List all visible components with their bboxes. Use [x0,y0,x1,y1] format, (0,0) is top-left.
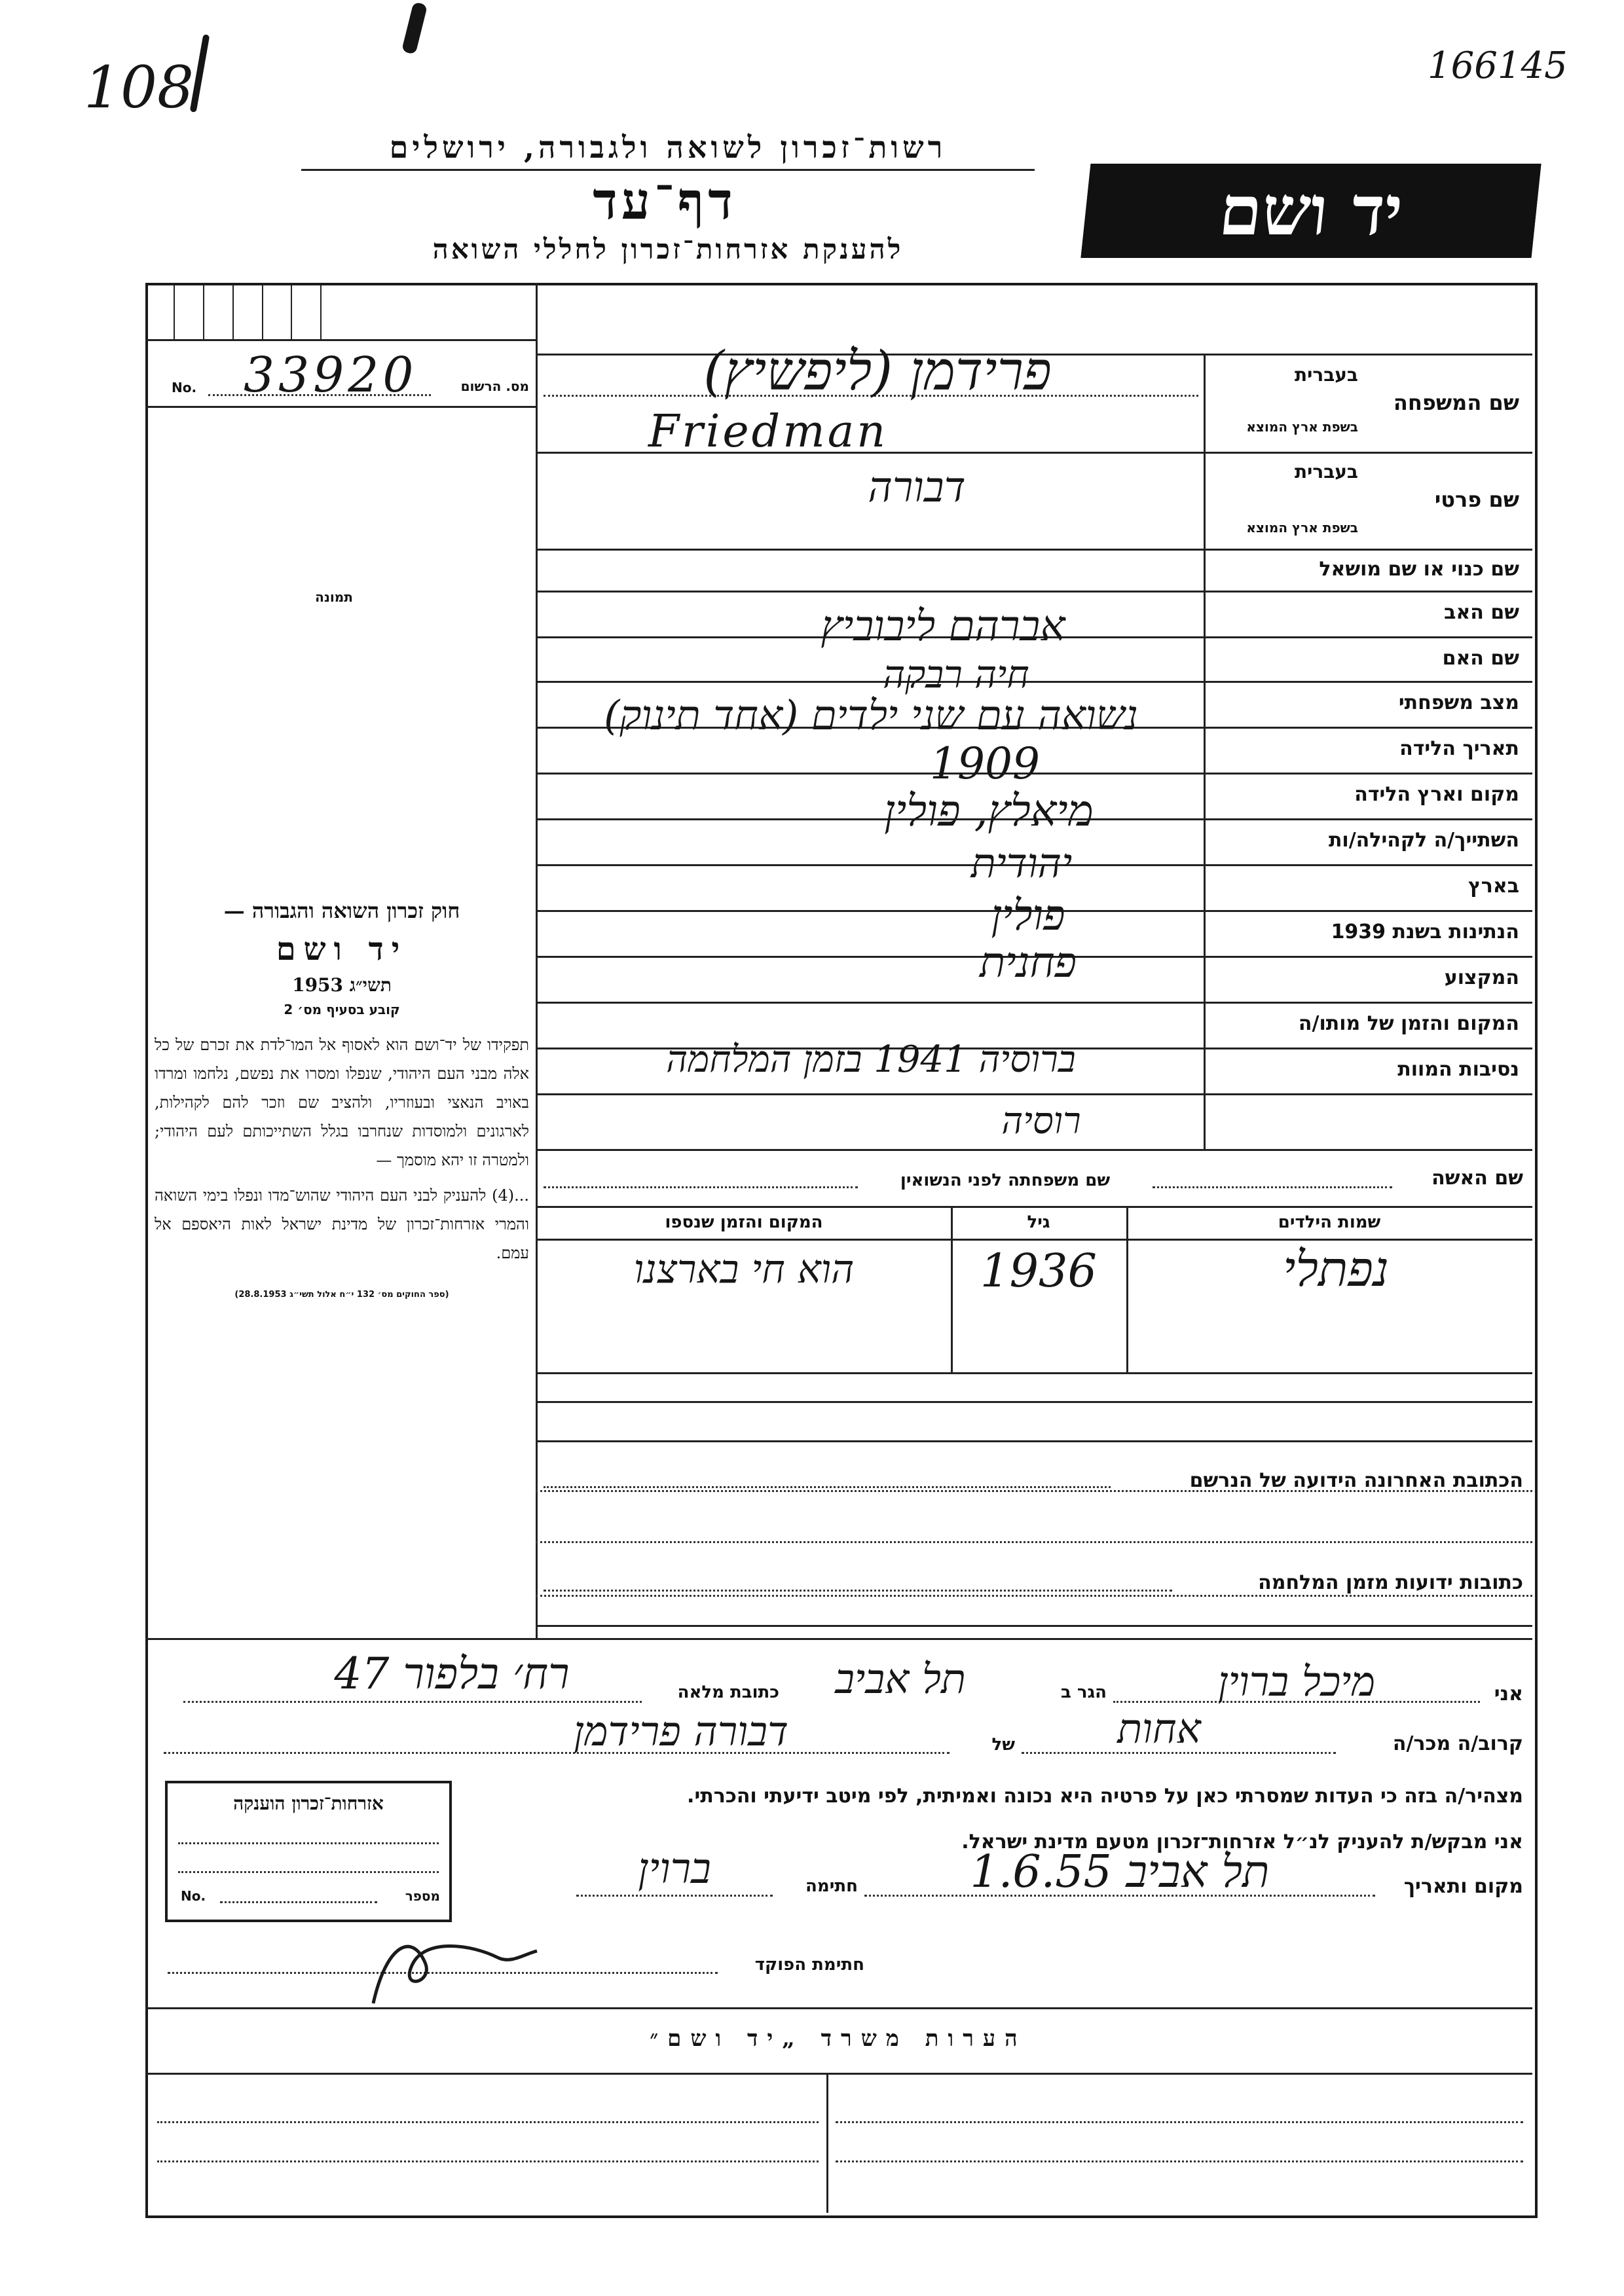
label-surname-origin: בשפת ארץ המוצא [1246,419,1358,435]
child-name[interactable]: נפתלי [1283,1241,1389,1298]
logo-text: יד ושם [1215,170,1407,251]
child-year[interactable]: 1936 [980,1244,1098,1298]
registration-label: מס. הרשום [460,378,529,394]
value-profession[interactable]: פחנית [979,939,1077,987]
value-surname-hebrew[interactable]: פרידמן (ליפשיץ) [703,340,1052,403]
law-name: יד ושם [276,931,408,968]
declarant-of-name[interactable]: דבורה פרידמן [574,1707,788,1755]
label-birth-place: מקום וארץ הלידה [1354,783,1519,806]
label-surname: שם המשפחה [1393,390,1519,415]
no-label: No. [172,380,197,395]
form-title: דף־עד [593,172,737,231]
declarant-address[interactable]: רח׳ בלפור 47 [334,1649,570,1699]
label-of: של [991,1735,1015,1755]
law-paragraph-1: תפקידו של יד־ושם הוא לאסוף אל המו־לדת את זכרם של כל אלה מבני העם היהודי, שנפלו ומסרו את נפשם, נלחמו ומרדו באויב הנאצי ובעוזריו, ולהציב שם וזכר להם לקהילות, לארגונים ולמוסדות שנחרבו בגלל השתייכותם לעם היהודי; ולמטרה זו יהא מוסמך — [155,1036,529,1169]
value-surname-origin[interactable]: Friedman [648,406,889,458]
children-col-names: שמות הילדים [1278,1212,1381,1232]
authority-underline [301,169,1035,171]
label-mother: שם האם [1442,647,1519,670]
yad-vashem-logo [1080,164,1541,258]
label-official-signature: חתימת הפוקד [754,1955,864,1975]
remarks-title: הערות משרד „יד ושם״ [650,2026,1027,2052]
label-spouse: שם האשה [1431,1167,1523,1190]
label-resident: הגר ב [1060,1683,1107,1702]
label-death-place: המקום והזמן של מותו/ה [1298,1012,1519,1035]
label-signature: חתימה [805,1876,858,1896]
value-death-place[interactable]: ברוסיה 1941 בזמן המלחמה [666,1038,1076,1081]
label-column-divider [1204,354,1206,1149]
label-first-name-hebrew: בעברית [1294,461,1358,483]
value-birth-date[interactable]: 1909 [930,738,1040,789]
citizenship-box [165,1781,452,1922]
label-father: שם האב [1444,601,1519,624]
label-birth-date: תאריך הלידה [1399,737,1519,760]
law-block [155,898,529,1300]
label-first-name: שם פרטי [1434,487,1519,512]
law-clause: קובע בסעיף מס׳ 2 [284,1002,400,1017]
label-marital-status: מצב משפחתי [1398,691,1519,714]
label-citizenship-1939: הנתינות בשנת 1939 [1331,920,1519,943]
value-father[interactable]: אברהם ליבוביץ [821,602,1065,651]
declarant-relation[interactable]: אחות [1117,1705,1201,1753]
declarant-signature[interactable]: ברוין [638,1845,711,1893]
label-first-name-origin: בשפת ארץ המוצא [1246,520,1358,536]
label-full-address: כתובת מלאה [677,1683,779,1702]
form-subtitle: להענקת אזרחות־זכרון לחללי השואה [432,233,904,265]
law-title: חוק זכרון השואה והגבורה — [223,898,460,923]
registration-number: 33920 [244,347,418,403]
value-death-circumstances[interactable]: רוסיה [1001,1100,1081,1142]
official-signature-scrawl [354,1918,550,2016]
citizenship-box-title: אזרחות־זכרון הוענקה [233,1793,384,1814]
label-spouse-maiden: שם משפחתה לפני הנשואין [900,1171,1111,1190]
label-country: בארץ [1467,875,1519,898]
value-mother[interactable]: חיה רבקה [883,652,1029,697]
photo-label: תמונה [315,589,353,605]
label-place-date: מקום ותאריך [1403,1875,1523,1898]
law-paragraph-2: ...(4) להעניק לבני העם היהודי שהוש־מדו ונפלו בימי השואה והמרי אזרחות־זכרון של מדינת ישראל לאות היאספם אל עמם. [155,1186,529,1262]
children-col-age: גיל [1027,1212,1050,1232]
value-birth-place[interactable]: מיאלץ, פולין [884,786,1094,836]
label-death-circumstances: נסיבות המוות [1397,1058,1519,1081]
declarant-place-date[interactable]: תל אביב 1.6.55 [970,1846,1270,1898]
law-footnote: (ספר החוקים מס׳ 132 י״ח אלול תשי״ג 28.8.1953) [234,1290,449,1300]
label-community: השתייך/ה לקהילה/ות [1328,829,1519,852]
value-country[interactable]: פולין [991,892,1065,940]
declarant-name[interactable]: מיכל ברוין [1217,1658,1376,1705]
label-last-address: הכתובת האחרונה הידועה של הנרשם [1189,1469,1523,1492]
declarant-city[interactable]: תל אביב [835,1655,966,1703]
authority-name: רשות־זכרון לשואה ולגבורה, ירושלים [389,130,947,165]
children-col-place: המקום והזמן שנספו [665,1212,823,1232]
label-i: אני [1494,1683,1523,1705]
value-first-name[interactable]: דבורה [868,464,966,512]
law-year: תשי״ג 1953 [292,974,392,996]
archive-number: 166145 [1428,45,1568,87]
label-surname-hebrew: בעברית [1294,364,1358,386]
citizenship-box-no: No. [181,1888,206,1904]
file-number: 108 [84,54,194,121]
top-pen-mark [401,1,428,54]
declaration-text: מצהיר/ה בזה כי העדות שמסרתי כאן על פרטיה היא נכונה ואמיתית, לפי מיטב ידיעתי והכרתי. [687,1785,1523,1808]
citizenship-box-number-label: מספר [405,1888,440,1904]
request-text: אני מבקש/ת להעניק לנ״ל אזרחות־זכרון מטעם מדינת ישראל. [961,1831,1523,1853]
value-community[interactable]: יהודית [970,839,1073,887]
label-relation: קרוב/ה מכר/ה [1392,1732,1523,1755]
left-column-divider [536,283,538,1638]
child-place[interactable]: הוא חי בארצנו [633,1247,855,1292]
label-war-addresses: כתובות ידועות מזמן המלחמה [1258,1571,1523,1594]
label-profession: המקצוע [1444,966,1519,989]
label-nickname: שם כנוי או שם מושאל [1319,558,1519,581]
value-marital-status[interactable]: נשואה עם שני ילדים (אחד תינוק) [604,691,1138,739]
